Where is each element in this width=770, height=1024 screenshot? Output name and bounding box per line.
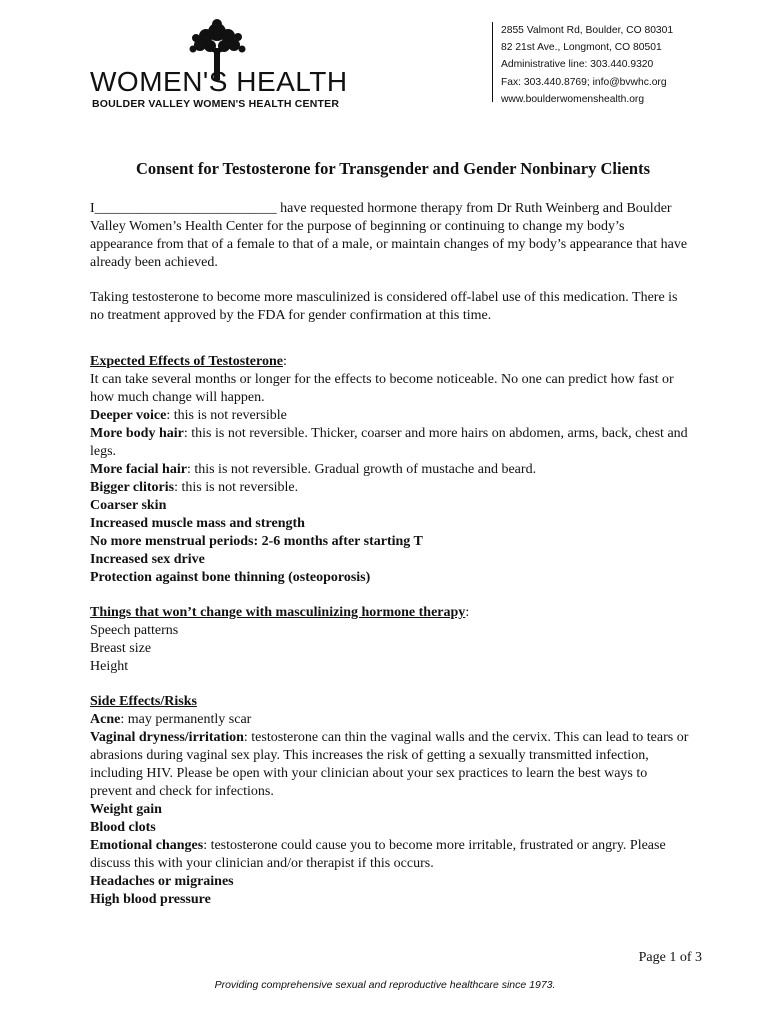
list-item: More body hair: this is not reversible. Thicker, coarser and more hairs on abdomen, arms, back, chest and legs. [90, 426, 688, 459]
address-line: 82 21st Ave., Longmont, CO 80501 [501, 42, 662, 54]
footer-tagline: Providing comprehensive sexual and reproductive healthcare since 1973. [214, 979, 556, 991]
list-item: Protection against bone thinning (osteoporosis) [90, 570, 371, 585]
list-item: No more menstrual periods: 2-6 months after starting T [90, 534, 423, 549]
list-item: Bigger clitoris: this is not reversible. [90, 480, 299, 495]
address-block [492, 22, 731, 105]
list-item: Blood clots [90, 820, 156, 835]
list-item: Speech patterns [90, 623, 179, 638]
address-line: 2855 Valmont Rd, Boulder, CO 80301 [501, 25, 674, 36]
list-item: Increased sex drive [90, 552, 205, 567]
section-heading: Things that won’t change with masculinizing hormone therapy [90, 605, 466, 620]
side-effects-section [90, 693, 690, 909]
document-body [90, 160, 690, 909]
list-item: High blood pressure [90, 892, 211, 907]
list-item: Vaginal dryness/irritation: testosterone can thin the vaginal walls and the cervix. This can lead to tears or abrasions during vaginal sex play. This increases the risk of getting a sexually transmitted infection, including HIV. Please be open with your clinician about your sex practices to learn the best ways to prevent and check for infections. [90, 730, 689, 799]
list-item: Emotional changes: testosterone could cause you to become more irritable, frustrated or angry. Please discuss this with your clinician and/or therapist if this occurs. [90, 838, 666, 871]
address-line: Fax: 303.440.8769; info@bvwhc.org [501, 76, 667, 88]
unchanged-section: Things that won’t change with masculinizing hormone therapy: Speech patterns Breast size Height [90, 604, 690, 676]
website-link[interactable]: www.boulderwomenshealth.org [501, 93, 645, 105]
list-item: Breast size [90, 641, 152, 656]
list-item: More facial hair: this is not reversible. Gradual growth of mustache and beard. [90, 462, 537, 477]
clinic-logo [90, 18, 348, 110]
expected-intro: It can take several months or longer for the effects to become noticeable. No one can predict how fast or how much change will happen. [90, 372, 674, 405]
list-item: Height [90, 659, 129, 674]
section-heading: Side Effects/Risks [90, 694, 197, 709]
list-item: Weight gain [90, 802, 162, 817]
section-heading: Expected Effects of Testosterone [90, 354, 283, 369]
page-number: Page 1 of 3 [638, 950, 702, 965]
expected-effects-section: Expected Effects of Testosterone: It can take several months or longer for the effects to become noticeable. No one can predict how fast or how much change will happen. Deeper voice: this is not reversible More body hair: this is not reversible. Thicker, coarser and more hairs on abdomen, arms, back, chest and legs. More facial hair: this is not reversible. Gradual growth of mustache and beard. Bigger clitoris: this is not reversible. Coarser skin Increased muscle mass and strength No more menstrual periods: 2-6 months after starting T Increased sex drive Protection against bone thinning (osteoporosis) [90, 353, 690, 587]
list-item: Acne: may permanently scar [90, 712, 252, 727]
logo-title: WOMEN'S HEALTH [90, 66, 348, 97]
logo-subtitle: BOULDER VALLEY WOMEN'S HEALTH CENTER [92, 98, 340, 110]
list-item: Coarser skin [90, 498, 167, 513]
address-line: Administrative line: 303.440.9320 [501, 59, 654, 71]
list-item: Deeper voice: this is not reversible [90, 408, 287, 423]
document-title: Consent for Testosterone for Transgender and Gender Nonbinary Clients [136, 159, 650, 178]
list-item: Headaches or migraines [90, 874, 234, 889]
offlabel-paragraph: Taking testosterone to become more masculinized is considered off-label use of this medication. There is no treatment approved by the FDA for gender confirmation at this time. [90, 290, 678, 323]
intro-paragraph: I__________________________ have requested hormone therapy from Dr Ruth Weinberg and Boulder Valley Women’s Health Center for the purpose of beginning or continuing to change my body’s appearance from that of a female to that of a male, or maintain changes of my body’s appearance that have already been achieved. [90, 201, 688, 270]
list-item: Increased muscle mass and strength [90, 516, 305, 531]
